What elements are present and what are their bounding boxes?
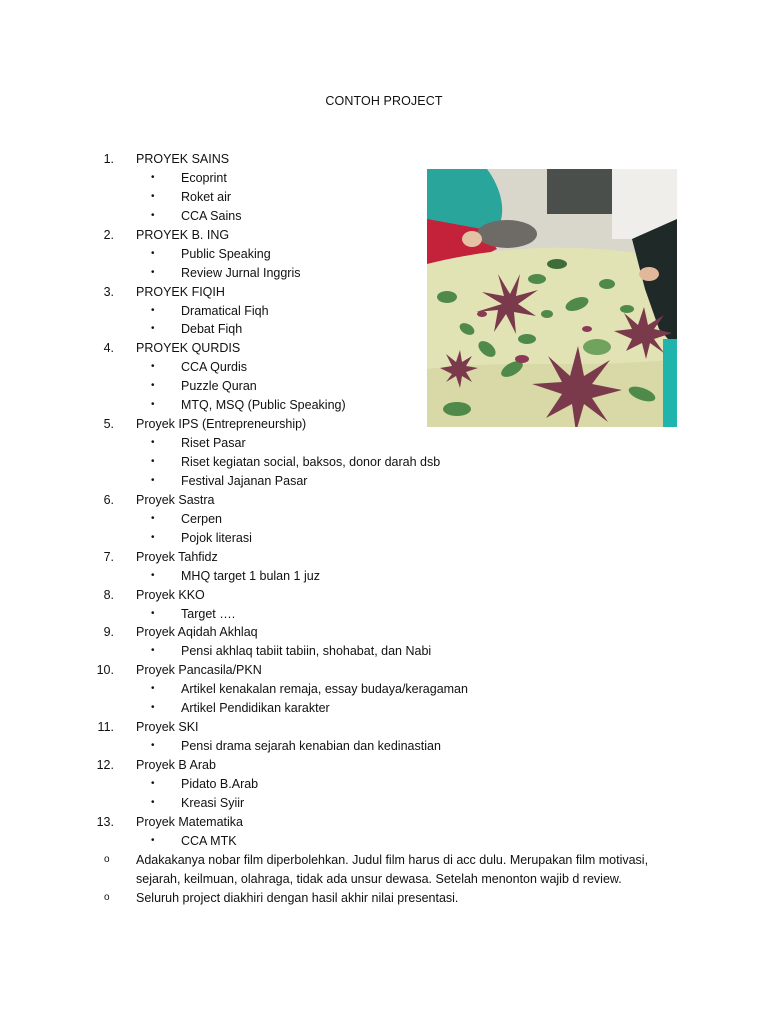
list-item (0, 775, 768, 794)
section-number: 12. (96, 758, 114, 772)
list-item-text: Target …. (181, 606, 236, 621)
section-title: Proyek KKO (136, 587, 205, 602)
list-item-text: Public Speaking (181, 246, 271, 261)
bullet-icon: • (151, 171, 155, 183)
bullet-icon: • (151, 740, 155, 752)
circle-bullet-icon: o (104, 853, 110, 865)
bullet-icon: • (151, 380, 155, 392)
section-title: Proyek SKI (136, 720, 199, 735)
section-number: 13. (96, 814, 114, 829)
bullet-icon: • (151, 456, 155, 467)
section-heading (0, 718, 768, 737)
section-number: 7. (103, 549, 114, 564)
section-number: 4. (103, 341, 114, 356)
list-item (0, 605, 768, 624)
section-title: PROYEK FIQIH (136, 284, 225, 299)
section-title: Proyek Pancasila/PKN (136, 663, 262, 678)
section-title: PROYEK SAINS (136, 152, 230, 166)
note-text: Seluruh project diakhiri dengan hasil akhir nilai presentasi. (136, 890, 459, 905)
list-item (0, 642, 768, 661)
list-item-text: Cerpen (181, 511, 222, 526)
list-item-text: Review Jurnal Inggris (181, 265, 301, 280)
note-text: Adakakanya nobar film diperbolehkan. Judul film harus di acc dulu. Merupakan film motivasi, (136, 852, 649, 867)
list-item (0, 567, 768, 586)
section-heading (0, 661, 768, 680)
section-number: 10. (96, 663, 114, 678)
list-item-text: MHQ target 1 bulan 1 juz (181, 568, 320, 583)
note-line (0, 851, 768, 870)
list-item-text: MTQ, MSQ (Public Speaking) (181, 398, 346, 413)
section-number: 5. (103, 417, 114, 432)
list-item-text: Festival Jajanan Pasar (181, 473, 308, 488)
list-item-text: Pidato B.Arab (181, 776, 259, 791)
bullet-icon: • (151, 247, 155, 259)
bullet-icon: • (151, 323, 155, 335)
list-item-text: Ecoprint (181, 170, 227, 185)
note-line (0, 870, 768, 889)
bullet-icon: • (151, 834, 155, 846)
bullet-icon: • (151, 645, 155, 657)
bullet-icon: • (151, 512, 155, 524)
section-heading (0, 756, 768, 775)
list-item (0, 472, 768, 491)
list-item-text: Pensi drama sejarah kenabian dan kedinastian (181, 739, 441, 754)
section-number: 6. (103, 492, 114, 507)
bullet-icon: • (151, 777, 155, 789)
bullet-icon: • (151, 190, 155, 202)
list-item-text: Artikel Pendidikan karakter (181, 701, 330, 716)
list-item (0, 453, 768, 472)
list-item (0, 737, 768, 756)
list-item (0, 680, 768, 699)
section-title: Proyek Sastra (136, 492, 215, 507)
bullet-icon: • (151, 361, 155, 373)
section-title: PROYEK QURDIS (136, 341, 241, 356)
bullet-icon: • (151, 796, 155, 808)
bullet-icon: • (151, 437, 155, 449)
section-number: 3. (103, 284, 114, 299)
section-title: Proyek IPS (Entrepreneurship) (136, 417, 307, 432)
section-heading (0, 586, 768, 605)
bullet-icon: • (151, 266, 155, 278)
list-item-text: CCA Sains (181, 208, 242, 223)
bullet-icon: • (151, 304, 155, 316)
note-line (0, 889, 768, 908)
list-item-text: Debat Fiqh (181, 322, 243, 337)
list-item (0, 529, 768, 548)
bullet-icon: • (151, 569, 155, 581)
list-item-text: Pojok literasi (181, 530, 252, 545)
list-item-text: Riset kegiatan social, baksos, donor darah dsb (181, 455, 441, 469)
list-item-text: Riset Pasar (181, 436, 246, 451)
section-heading (0, 548, 768, 567)
section-number: 2. (103, 227, 114, 242)
section-heading (0, 623, 768, 642)
list-item (0, 699, 768, 718)
section-title: Proyek B Arab (136, 758, 216, 772)
note-text: sejarah, keilmuan, olahraga, tidak ada unsur dewasa. Setelah menonton wajib d review. (136, 871, 622, 886)
page-title: CONTOH PROJECT (325, 94, 443, 108)
section-heading (0, 813, 768, 832)
list-item (0, 434, 768, 453)
list-item-text: Dramatical Fiqh (181, 303, 269, 318)
circle-bullet-icon: o (104, 891, 110, 903)
section-heading (0, 150, 768, 169)
section-title: PROYEK B. ING (136, 227, 230, 242)
bullet-icon: • (151, 702, 155, 714)
bullet-icon: • (151, 209, 155, 221)
section-heading (0, 491, 768, 510)
section-number: 8. (103, 587, 114, 602)
section-number: 11. (97, 720, 114, 735)
list-item (0, 794, 768, 813)
list-item (0, 832, 768, 851)
list-item-text: CCA MTK (181, 833, 237, 848)
bullet-icon: • (151, 531, 155, 543)
ecoprint-leaves-photo (427, 169, 677, 427)
section-title: Proyek Aqidah Akhlaq (136, 625, 258, 640)
section-number: 9. (103, 625, 114, 640)
bullet-icon: • (151, 474, 155, 486)
list-item-text: Roket air (181, 189, 232, 204)
bullet-icon: • (151, 399, 155, 411)
section-title: Proyek Tahfidz (136, 549, 218, 564)
section-title: Proyek Matematika (136, 814, 243, 829)
section-number: 1. (103, 152, 114, 166)
bullet-icon: • (151, 683, 155, 695)
list-item-text: CCA Qurdis (181, 360, 247, 375)
list-item-text: Pensi akhlaq tabiit tabiin, shohabat, dan Nabi (181, 644, 432, 659)
bullet-icon: • (151, 607, 155, 619)
list-item (0, 510, 768, 529)
list-item-text: Puzzle Quran (181, 379, 257, 394)
list-item-text: Artikel kenakalan remaja, essay budaya/keragaman (181, 682, 468, 697)
list-item-text: Kreasi Syiir (181, 795, 245, 810)
